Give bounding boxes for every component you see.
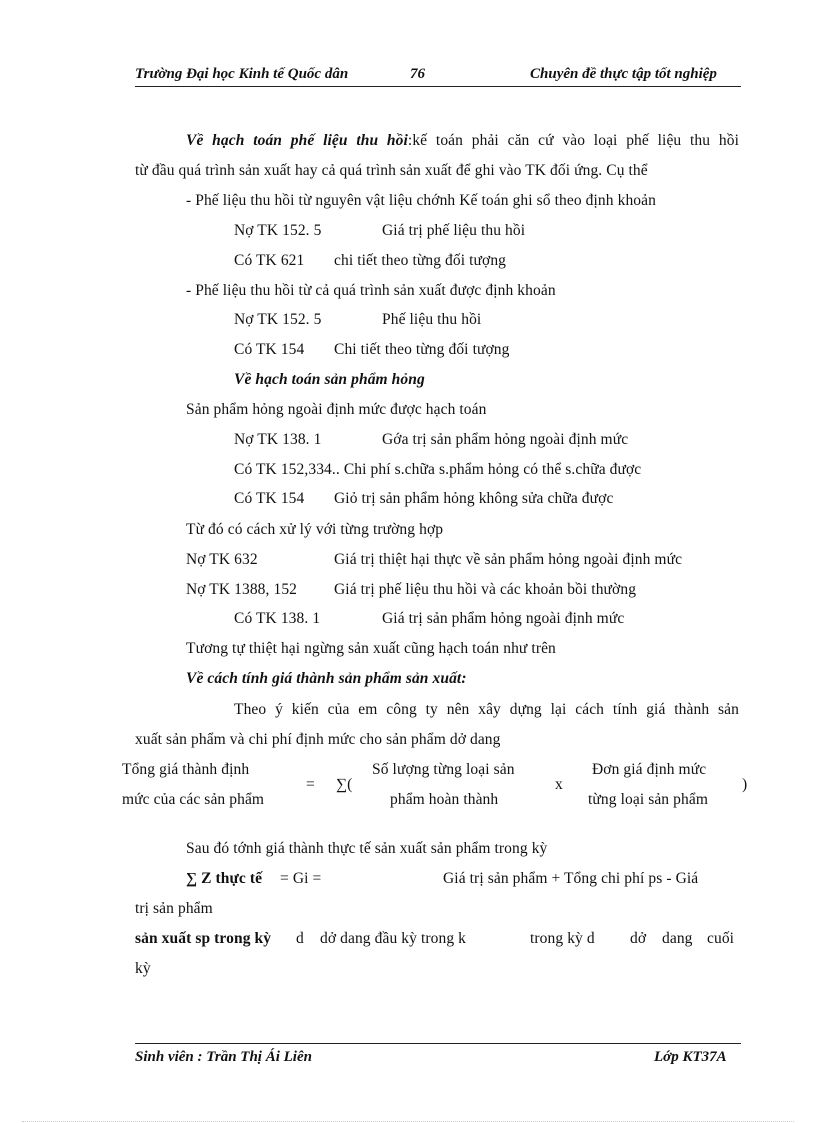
actual-last: kỳ: [135, 960, 151, 977]
defect-similar: Tương tự thiệt hại ngừng sản xuất cũng hạch toán như trên: [186, 640, 556, 657]
header-school: Trường Đại học Kinh tế Quốc dân: [135, 66, 349, 82]
page-bottom-edge: [22, 1121, 794, 1122]
para1-line2: từ đầu quá trình sản xuất hay cả quá trình sản xuất để ghi vào TK đối ứng. Cụ thể: [135, 162, 648, 179]
scrap-b-debit-desc: Phế liệu thu hồi: [382, 311, 482, 328]
actual-row-bold: sản xuất sp trong kỳ: [135, 930, 272, 947]
scrap-b-credit-desc: Chi tiết theo từng đối tượng: [334, 341, 510, 358]
actual-row-c4: dang: [662, 930, 693, 947]
para1-line1: [186, 132, 739, 150]
header-rule: [135, 86, 741, 87]
defect-row4-account: Nợ TK 632: [186, 551, 258, 568]
defect-row4-desc: Giá trị thiệt hại thực về sản phẩm hỏng ngoài định mức: [334, 551, 683, 568]
header-page-number: 76: [410, 66, 425, 82]
defect-row3-desc: Giỏ trị sản phẩm hỏng không sửa chữa được: [334, 490, 614, 507]
actual-row-c3: dở: [630, 930, 647, 947]
formula-equals: =: [306, 776, 315, 793]
formula-mid-line1: Số lượng từng loại sản: [372, 761, 515, 778]
defect-heading: Về hạch toán sản phẩm hỏng: [234, 371, 425, 388]
formula-sum-open: ∑(: [336, 776, 353, 793]
para1-heading: Về hạch toán phế liệu thu hồi: [186, 132, 408, 149]
actual-cont: trị sản phẩm: [135, 900, 213, 917]
formula-right-line1: Đơn giá định mức: [592, 761, 707, 778]
formula-left-line1: Tổng giá thành định: [122, 761, 250, 778]
actual-rhs: Giá trị sản phẩm + Tổng chi phí ps - Giá: [443, 870, 699, 887]
defect-row3-account: Có TK 154: [234, 490, 305, 507]
defect-intro: Sản phẩm hỏng ngoài định mức được hạch toán: [186, 401, 487, 418]
defect-row2: Có TK 152,334.. Chi phí s.chữa s.phẩm hỏng có thể s.chữa được: [234, 461, 642, 478]
actual-intro: Sau đó tớnh giá thành thực tế sản xuất sản phẩm trong kỳ: [186, 840, 548, 857]
formula-times: x: [555, 776, 563, 793]
scrap-a-credit-desc: chi tiết theo từng đối tượng: [334, 252, 507, 269]
footer-rule: [135, 1043, 741, 1044]
defect-row6-account: Có TK 138. 1: [234, 610, 321, 627]
defect-row1-account: Nợ TK 138. 1: [234, 431, 322, 448]
footer-student: Sinh viên : Trần Thị Ái Liên: [135, 1049, 312, 1065]
scrap-b-debit-account: Nợ TK 152. 5: [234, 311, 322, 328]
formula-close: ): [742, 776, 748, 793]
formula-left-line2: mức của các sản phẩm: [122, 791, 265, 808]
formula-mid-line2: phẩm hoàn thành: [390, 791, 499, 808]
actual-row-c5: cuối: [707, 930, 735, 947]
para1-text: :kế toán phải căn cứ vào loại phế liệu thu hồi: [407, 132, 739, 149]
scrap-a-credit-account: Có TK 621: [234, 252, 305, 269]
defect-handling-intro: Từ đó có cách xử lý với từng trường hợp: [186, 521, 444, 538]
defect-row5-desc: Giá trị phế liệu thu hồi và các khoản bồi thường: [334, 581, 637, 598]
actual-eq-gi: = Gi =: [280, 870, 322, 887]
scrap-b-credit-account: Có TK 154: [234, 341, 305, 358]
header-doc-title: Chuyên đề thực tập tốt nghiệp: [530, 66, 717, 82]
scrap-a-debit-account: Nợ TK 152. 5: [234, 222, 322, 239]
actual-row-d1: d: [296, 930, 304, 947]
defect-row1-desc: Gớa trị sản phẩm hỏng ngoài định mức: [382, 431, 629, 448]
formula-right-line2: từng loại sản phẩm: [588, 791, 708, 808]
scrap-a-intro: - Phế liệu thu hồi từ nguyên vật liệu chớnh Kế toán ghi sổ theo định khoản: [186, 192, 656, 209]
costing-line1: Theo ý kiến của em công ty nên xây dựng lại cách tính giá thành sản: [234, 701, 739, 718]
actual-sum-label: ∑ Z thực tế: [186, 870, 263, 887]
defect-row5-account: Nợ TK 1388, 152: [186, 581, 298, 598]
costing-line2: xuất sản phẩm và chi phí định mức cho sản phẩm dở dang: [135, 731, 501, 748]
scrap-b-intro: - Phế liệu thu hồi từ cả quá trình sản xuất được định khoản: [186, 282, 556, 299]
footer-class: Lớp KT37A: [654, 1049, 727, 1065]
defect-row6-desc: Giá trị sản phẩm hỏng ngoài định mức: [382, 610, 625, 627]
costing-heading: Về cách tính giá thành sản phẩm sản xuất:: [186, 670, 467, 687]
scrap-a-debit-desc: Giá trị phế liệu thu hồi: [382, 222, 526, 239]
actual-row-c1: dở dang đầu kỳ trong k: [320, 930, 466, 947]
actual-row-c2: trong kỳ d: [530, 930, 595, 947]
